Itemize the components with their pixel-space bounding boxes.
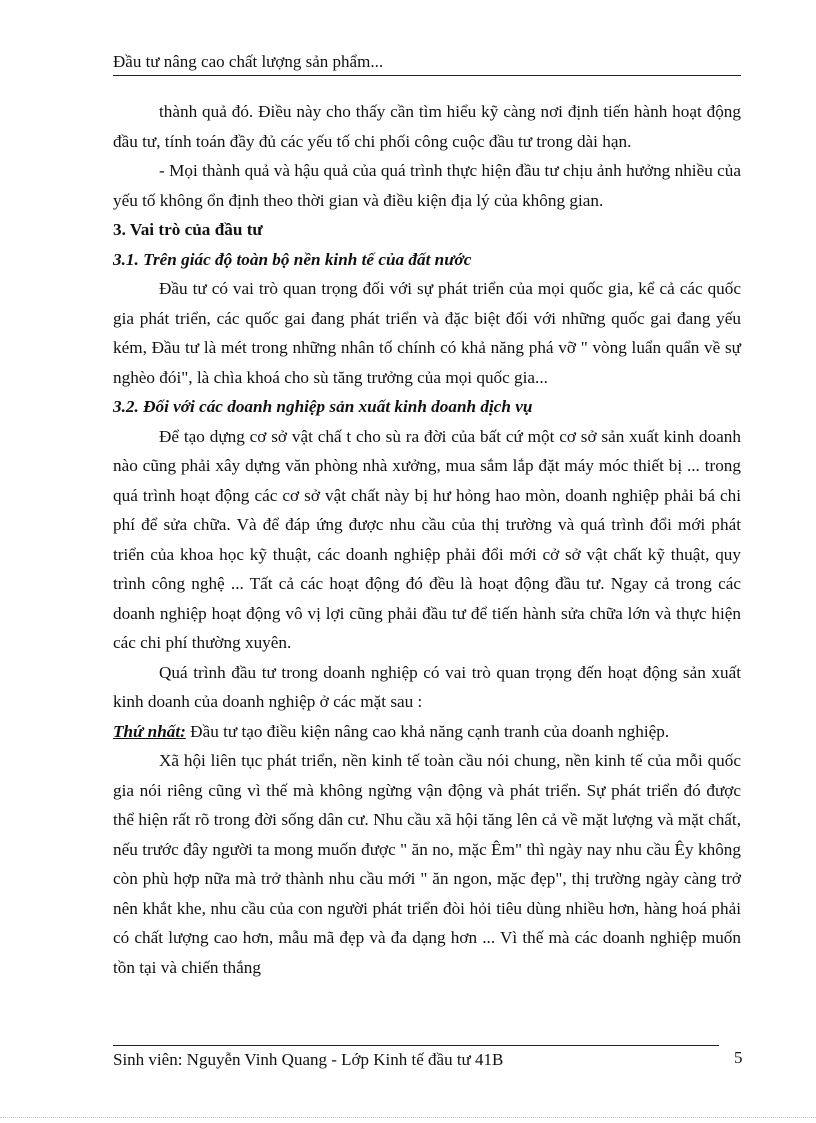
- page-edge-dotted-line: [0, 1117, 816, 1118]
- paragraph-national-role: Đầu tư có vai trò quan trọng đối với sự phát triển của mọi quốc gia, kể cả các quốc gia phát triển, các quốc gai đang phát triển và đặc biệt đối với những quốc gai đang yếu kém, Đầu tư là mét trong những nhân tố chính có khả năng phá vỡ " vòng luẩn quẩn về sự nghèo đói", là chìa khoá cho sù tăng trưởng của mọi quốc gia...: [113, 279, 741, 387]
- first-point-label: Thứ nhất:: [113, 721, 186, 741]
- page-number: 5: [734, 1048, 743, 1067]
- header-divider: [113, 75, 741, 76]
- paragraph-investment-process: Quá trình đầu tư trong doanh nghiệp có vai trò quan trọng đến hoạt động sản xuất kinh doanh của doanh nghiệp ở các mặt sau :: [113, 662, 741, 711]
- page-body: [113, 97, 741, 982]
- paragraph-bullet: - Mọi thành quả và hậu quả của quá trình thực hiện đầu tư chịu ảnh hưởng nhiều của yếu tố không ổn định theo thời gian và điều kiện địa lý của không gian.: [113, 161, 741, 210]
- paragraph-continuation: thành quả đó. Điều này cho thấy cần tìm hiểu kỹ càng nơi định tiến hành hoạt động đầu tư, tính toán đầy đủ các yếu tố chi phối công cuộc đầu tư trong dài hạn.: [113, 102, 741, 151]
- running-header: Đầu tư nâng cao chất lượng sản phẩm...: [113, 52, 384, 71]
- running-footer: Sinh viên: Nguyễn Vinh Quang - Lớp Kinh tế đầu tư 41B: [113, 1050, 504, 1069]
- footer-divider: [113, 1045, 719, 1046]
- paragraph-enterprise-role: Để tạo dựng cơ sở vật chấ t cho sù ra đời của bất cứ một cơ sở sản xuất kinh doanh nào cũng phải xây dựng văn phòng nhà xưởng, mua sắm lắp đặt máy móc thiết bị ... trong quá trình hoạt động các cơ sở vật chất này bị hư hỏng hao mòn, doanh nghiệp phải bá chi phí để sửa chữa. Và để đáp ứng được nhu cầu của thị trường và quá trình đổi mới phát triển của khoa học kỹ thuật, các doanh nghiệp phải đổi mới cở sở vật chất kỹ thuật, quy trình công nghệ ... Tất cả các hoạt động đó đều là hoạt động đầu tư. Ngay cả trong các doanh nghiệp hoạt động vô vị lợi cũng phải đầu tư để tiến hành sửa chữa lớn và thực hiện các chi phí thường xuyên.: [113, 426, 741, 652]
- section-heading-3: 3. Vai trò của đầu tư: [113, 220, 263, 239]
- paragraph-society-development: Xã hội liên tục phát triển, nền kinh tế toàn cầu nói chung, nền kinh tế của mỗi quốc gia nói riêng cũng vì thế mà không ngừng vận động và phát triển. Sự phát triển đó được thể hiện rất rõ trong đời sống dân cư. Nhu cầu xã hội tăng lên cả về mặt lượng và mặt chất, nếu trước đây người ta mong muốn được " ăn no, mặc Êm" thì ngày nay nhu cầu Êy không còn phù hợp nữa mà trở thành nhu cầu mới " ăn ngon, mặc đẹp", thị trường ngày càng trở nên khắt khe, nhu cầu của con người phát triển đòi hỏi tiêu dùng nhiều hơn, hàng hoá phải có chất lượng cao hơn, mẫu mã đẹp và đa dạng hơn ... Vì thế mà các doanh nghiệp muốn tồn tại và chiến thắng: [113, 751, 741, 977]
- first-point-text: Đầu tư tạo điều kiện nâng cao khả năng cạnh tranh của doanh nghiệp.: [185, 721, 670, 741]
- paragraph-first-point: [113, 717, 741, 747]
- subsection-heading-3-2: 3.2. Đối với các doanh nghiệp sản xuất kinh doanh dịch vụ: [113, 397, 533, 416]
- subsection-heading-3-1: 3.1. Trên giác độ toàn bộ nền kinh tế của đất nước: [113, 249, 472, 269]
